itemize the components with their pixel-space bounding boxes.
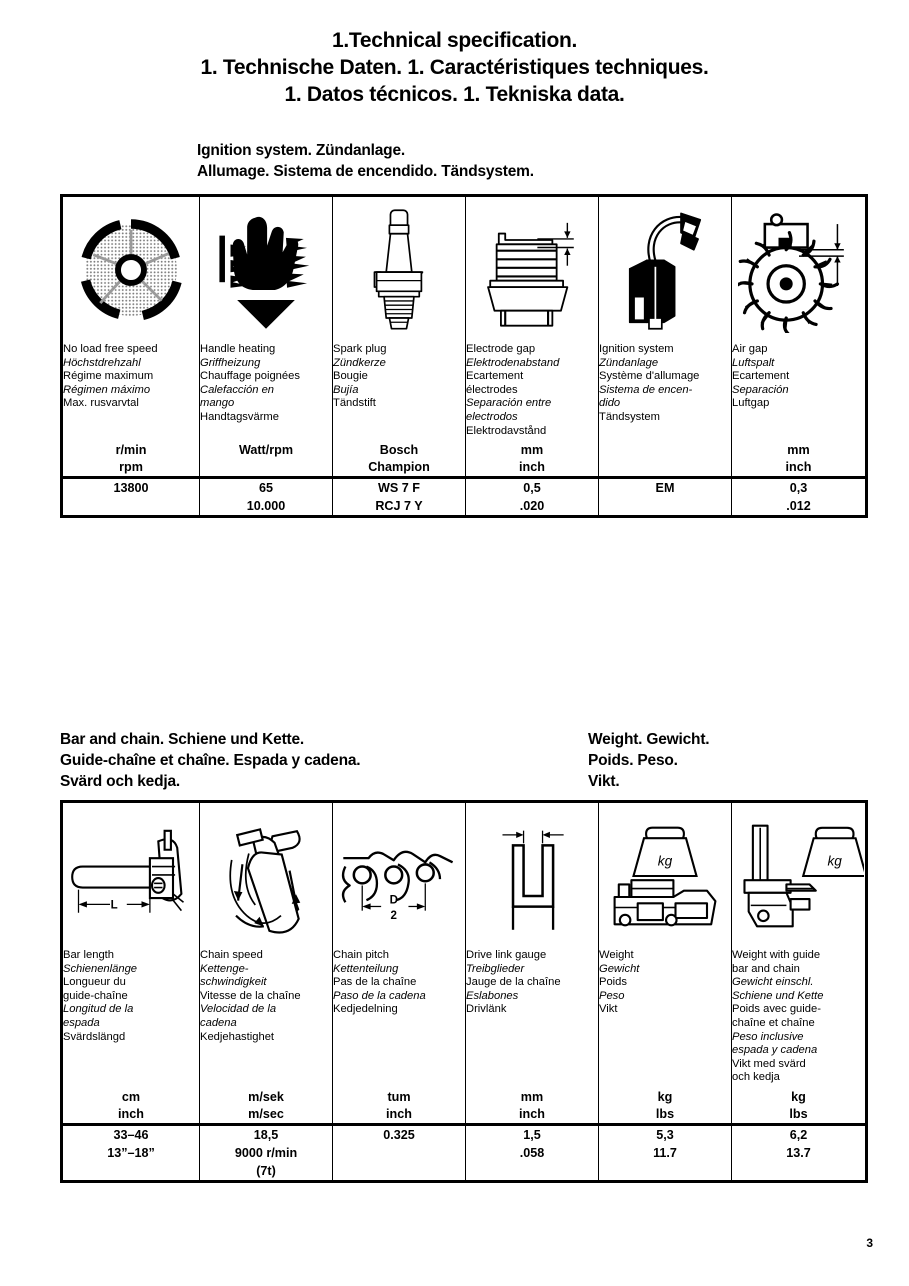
label-line: Paso de la cadena <box>333 989 426 1002</box>
label-line: Zündanlage <box>599 356 659 369</box>
unit-row <box>62 438 867 478</box>
title-line-english: 1.Technical specification. <box>331 29 578 52</box>
icon-cell-bar-length <box>62 802 200 950</box>
label-cell-5 <box>599 343 732 438</box>
value-cell-2 <box>200 478 333 517</box>
text-line: inch <box>785 460 812 475</box>
text-line: Watt/rpm <box>238 443 294 458</box>
label-line: Elektrodavstånd <box>466 424 547 437</box>
label-line: Gewicht <box>599 962 640 975</box>
text-line: 10.000 <box>246 499 286 514</box>
label-line: Griffheizung <box>200 356 261 369</box>
label-line: Velocidad de la <box>200 1003 277 1016</box>
text-line: inch <box>386 1106 412 1121</box>
text-line: 5,3 <box>656 1127 674 1142</box>
spark-plug-icon <box>333 197 465 343</box>
label-line: guide-chaîne <box>63 989 128 1002</box>
bar-chain-heading-line2: Guide-chaîne et chaîne. Espada y cadena. <box>60 752 361 769</box>
label-line: Bougie <box>333 370 368 383</box>
text-line: 1,5 <box>523 1127 541 1142</box>
label-line: Tändstift <box>333 397 376 410</box>
label-line: dido <box>599 397 621 410</box>
text-line: 0,5 <box>523 481 541 496</box>
label-line: Luftgap <box>732 397 770 410</box>
label-line: Tändsystem <box>599 410 660 423</box>
label-line: cadena <box>200 1016 237 1029</box>
heated-handle-icon <box>200 197 332 343</box>
unit-cell-6 <box>732 438 867 478</box>
label-line: Air gap <box>732 343 768 355</box>
label-line: Bar length <box>63 949 114 961</box>
label-line: Système d'allumage <box>599 370 700 383</box>
chain-speed-icon <box>200 803 332 949</box>
label-line: Ignition system <box>599 343 674 355</box>
text-line: 11.7 <box>653 1145 677 1160</box>
label-line: Zündkerze <box>333 356 386 369</box>
value-cell-2 <box>200 1124 333 1181</box>
text-line: lbs <box>655 1106 675 1121</box>
svg-text:D: D <box>389 894 398 907</box>
text-line: m/sec <box>248 1106 284 1121</box>
label-line: Luftspalt <box>732 356 775 369</box>
label-line: Ecartement <box>732 370 790 383</box>
text-line: 13”–18” <box>107 1145 155 1160</box>
unit-cell-5 <box>599 1085 732 1125</box>
label-line: Régimen máximo <box>63 383 151 396</box>
label-line: Handle heating <box>200 343 276 355</box>
label-cell-1 <box>62 949 200 1085</box>
value-cell-4 <box>466 1124 599 1181</box>
bar-chain-section-heading <box>60 729 360 792</box>
text-line: 13.7 <box>786 1145 811 1160</box>
text-line: kg <box>657 1089 673 1104</box>
icon-cell-air-gap <box>732 196 867 344</box>
text-line: inch <box>118 1106 144 1121</box>
label-line: electrodos <box>466 410 518 423</box>
weight-heading-line3: Vikt. <box>588 773 620 790</box>
label-row <box>62 343 867 438</box>
unit-cell-1 <box>62 1085 200 1125</box>
label-line: Poids <box>599 976 627 989</box>
text-line: inch <box>519 1106 545 1121</box>
text-line: mm <box>520 1089 544 1104</box>
label-line: Gewicht einschl. <box>732 976 814 989</box>
icon-cell-chain-pitch <box>333 802 466 950</box>
label-line: Eslabones <box>466 989 519 1002</box>
text-line: .020 <box>519 499 545 514</box>
label-line: mango <box>200 397 235 410</box>
value-cell-5 <box>599 478 732 517</box>
label-line: Régime maximum <box>63 370 154 383</box>
label-cell-2 <box>200 343 333 438</box>
label-line: schwindigkeit <box>200 976 267 989</box>
label-line: bar and chain <box>732 962 800 975</box>
page-title <box>0 0 909 108</box>
label-line: Vikt med svärd <box>732 1057 806 1070</box>
text-line: mm <box>787 443 810 458</box>
text-line: .012 <box>786 499 811 514</box>
label-line: électrodes <box>466 383 518 396</box>
label-line: Kettenteilung <box>333 962 399 975</box>
ignition-spec-table <box>60 194 868 518</box>
label-cell-4 <box>466 343 599 438</box>
unit-cell-1 <box>62 438 200 478</box>
unit-cell-2 <box>200 1085 333 1125</box>
label-line: Peso inclusive <box>732 1030 804 1043</box>
ignition-heading-line1: Ignition system. Zündanlage. <box>197 142 405 159</box>
label-line: Longitud de la <box>63 1003 134 1016</box>
label-line: Peso <box>599 989 625 1002</box>
chain-pitch-icon <box>333 803 465 949</box>
bar-length-icon <box>63 803 199 949</box>
value-cell-6 <box>732 1124 867 1181</box>
icon-cell-ignition-coil <box>599 196 732 344</box>
icon-cell-weight <box>599 802 732 950</box>
text-line: r/min <box>115 443 147 458</box>
label-line: Bujía <box>333 383 359 396</box>
label-line: Vitesse de la chaîne <box>200 989 301 1002</box>
icon-cell-electrode-gap <box>466 196 599 344</box>
unit-cell-3 <box>333 1085 466 1125</box>
bar-chain-heading-line1: Bar and chain. Schiene und Kette. <box>60 731 305 748</box>
text-line: 9000 r/min <box>234 1145 298 1160</box>
label-line: Pas de la chaîne <box>333 976 417 989</box>
text-line: 6,2 <box>789 1127 808 1142</box>
icon-cell-spark-plug <box>333 196 466 344</box>
text-line: 33–46 <box>113 1127 149 1142</box>
ignition-coil-icon <box>599 197 731 343</box>
icon-row <box>62 802 867 950</box>
text-line: .058 <box>519 1145 545 1160</box>
label-line: Handtagsvärme <box>200 410 279 423</box>
label-line: espada y cadena <box>732 1044 818 1057</box>
label-line: Sistema de encen- <box>599 383 693 396</box>
label-line: Kedjedelning <box>333 1003 398 1016</box>
electrode-gap-icon <box>466 197 598 343</box>
label-line: Chain pitch <box>333 949 389 961</box>
page-number: 3 <box>866 1236 873 1250</box>
label-line: Treibglieder <box>466 962 525 975</box>
value-cell-3 <box>333 478 466 517</box>
drive-link-gauge-icon <box>466 803 598 949</box>
icon-cell-drive-link-gauge <box>466 802 599 950</box>
flywheel-icon <box>63 197 199 343</box>
weight-section-heading <box>588 729 709 792</box>
unit-cell-6 <box>732 1085 867 1125</box>
value-cell-6 <box>732 478 867 517</box>
label-line: Chauffage poignées <box>200 370 300 383</box>
value-row <box>62 478 867 517</box>
unit-cell-4 <box>466 438 599 478</box>
label-line: chaîne et chaîne <box>732 1016 815 1029</box>
text-line: 65 <box>258 481 273 496</box>
text-line: 0,3 <box>789 481 808 496</box>
label-line: Drive link gauge <box>466 949 547 961</box>
label-cell-3 <box>333 343 466 438</box>
value-cell-1 <box>62 1124 200 1181</box>
value-cell-5 <box>599 1124 732 1181</box>
bar-chain-heading-line3: Svärd och kedja. <box>60 773 180 790</box>
label-line: Kedjehastighet <box>200 1030 275 1043</box>
label-cell-2 <box>200 949 333 1085</box>
label-line: Weight with guide <box>732 949 821 961</box>
label-line: Kettenge- <box>200 962 249 975</box>
label-line: Drivlänk <box>466 1003 507 1016</box>
value-cell-4 <box>466 478 599 517</box>
svg-text:kg: kg <box>657 853 673 869</box>
label-line: Chain speed <box>200 949 263 961</box>
ignition-section-heading <box>197 140 534 182</box>
label-line: espada <box>63 1016 100 1029</box>
text-line: rpm <box>119 460 143 475</box>
label-line: Weight <box>599 949 634 961</box>
value-cell-3 <box>333 1124 466 1181</box>
label-line: och kedja <box>732 1071 780 1084</box>
text-line: m/sek <box>248 1089 284 1104</box>
label-line: Longueur du <box>63 976 126 989</box>
text-line: cm <box>121 1089 141 1104</box>
icon-cell-chain-speed <box>200 802 333 950</box>
text-line: WS 7 F <box>378 481 420 496</box>
svg-text:L: L <box>110 899 118 912</box>
icon-cell-weight-with-bar <box>732 802 867 950</box>
icon-row <box>62 196 867 344</box>
label-line: Electrode gap <box>466 343 536 355</box>
weight-heading-line2: Poids. Peso. <box>588 752 678 769</box>
label-line: Höchstdrehzahl <box>63 356 141 369</box>
unit-cell-2 <box>200 438 333 478</box>
text-line: 18,5 <box>253 1127 279 1142</box>
label-line: Elektrodenabstand <box>466 356 560 369</box>
label-line: Vikt <box>599 1003 618 1016</box>
label-line: Max. rusvarvtal <box>63 397 139 410</box>
label-cell-4 <box>466 949 599 1085</box>
icon-cell-handle-heating <box>200 196 333 344</box>
label-cell-5 <box>599 949 732 1085</box>
unit-cell-3 <box>333 438 466 478</box>
label-line: Separación <box>732 383 789 396</box>
unit-row <box>62 1085 867 1125</box>
text-line: EM <box>655 481 675 496</box>
text-line: 13800 <box>113 481 149 496</box>
text-line: lbs <box>789 1106 808 1121</box>
text-line: 0.325 <box>383 1127 415 1142</box>
label-line: Calefacción en <box>200 383 275 396</box>
text-line: Champion <box>368 460 430 475</box>
bar-chain-weight-spec-table <box>60 800 868 1183</box>
text-line: inch <box>519 460 545 475</box>
label-line: No load free speed <box>63 343 158 355</box>
value-cell-1 <box>62 478 200 517</box>
label-line: Separación entre <box>466 397 552 410</box>
air-gap-icon <box>732 197 865 343</box>
label-cell-6 <box>732 949 867 1085</box>
label-line: Schiene und Kette <box>732 989 824 1002</box>
text-line: (7t) <box>256 1163 276 1178</box>
label-cell-1 <box>62 343 200 438</box>
text-line: tum <box>387 1089 411 1104</box>
weight-heading-line1: Weight. Gewicht. <box>588 731 710 748</box>
weight-icon <box>599 803 731 949</box>
ignition-heading-line2: Allumage. Sistema de encendido. Tändsystem. <box>197 163 534 180</box>
label-line: Ecartement <box>466 370 524 383</box>
text-line: Bosch <box>379 443 419 458</box>
svg-text:kg: kg <box>826 853 842 869</box>
title-line-german-french: 1. Technische Daten. 1. Caractéristiques techniques. <box>200 56 709 79</box>
label-line: Svärdslängd <box>63 1030 126 1043</box>
text-line: kg <box>791 1089 806 1104</box>
icon-cell-flywheel <box>62 196 200 344</box>
unit-cell-5 <box>599 438 732 478</box>
label-line: Schienenlänge <box>63 962 138 975</box>
label-cell-3 <box>333 949 466 1085</box>
label-row <box>62 949 867 1085</box>
unit-cell-4 <box>466 1085 599 1125</box>
value-row <box>62 1124 867 1181</box>
label-line: Jauge de la chaîne <box>466 976 561 989</box>
title-line-spanish-swedish: 1. Datos técnicos. 1. Tekniska data. <box>284 83 625 106</box>
weight-with-bar-icon <box>732 803 865 949</box>
text-line: mm <box>520 443 544 458</box>
text-line: RCJ 7 Y <box>375 499 423 514</box>
svg-text:2: 2 <box>390 910 397 923</box>
label-line: Poids avec guide- <box>732 1003 821 1016</box>
label-cell-6 <box>732 343 867 438</box>
label-line: Spark plug <box>333 343 387 355</box>
